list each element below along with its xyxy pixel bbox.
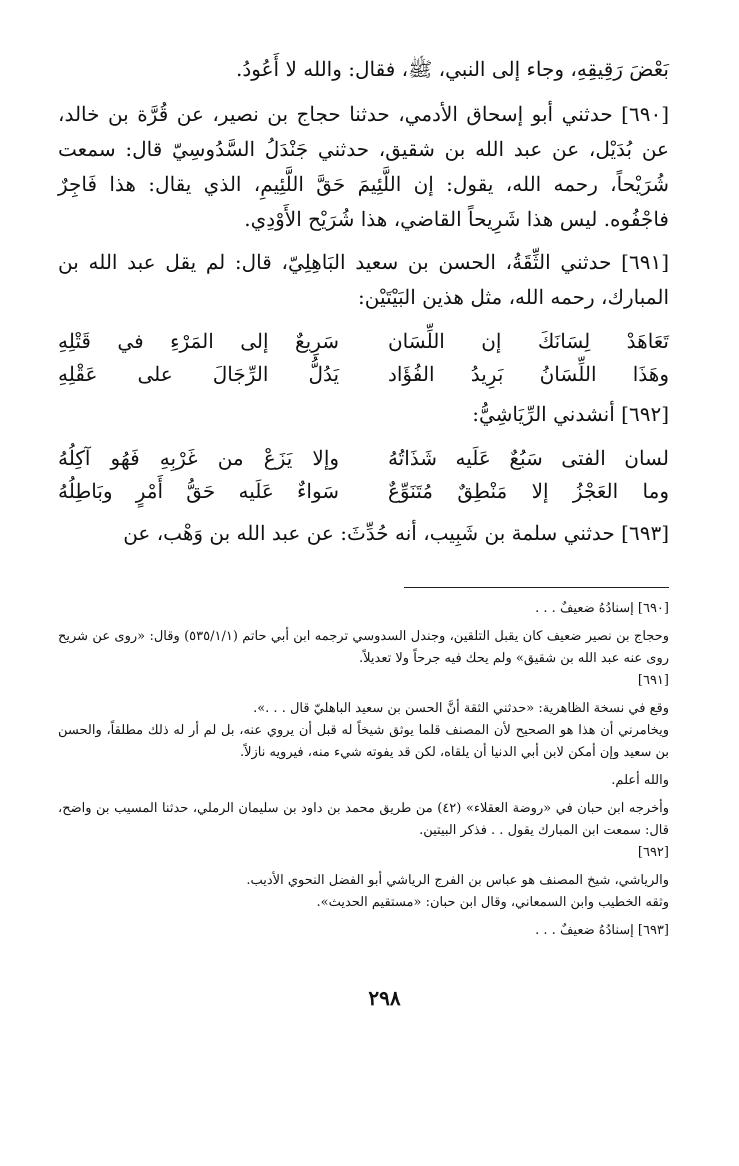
page-number: ٢٩٨ — [368, 986, 401, 1010]
poem-692 — [58, 442, 669, 508]
footnote-line: [٦٩٠] إسنادُهُ ضعيفٌ . . . — [535, 601, 669, 616]
paragraph-continued: بَعْضَ رَقِيقِهِ، وجاء إلى النبي، ﷺ، فقال: والله لا أَعُودُ. — [236, 57, 669, 81]
paragraph-693: [٦٩٣] حدثني سلمة بن شَبِيب، أنه حُدِّثَ: عن عبد الله بن وَهْب، عن — [123, 521, 669, 545]
verse-second-hemistich: يَدُلُّ الرِّجَالَ على عَقْلِهِ — [58, 362, 340, 386]
page-body — [58, 52, 669, 942]
footnote-separator — [404, 587, 669, 588]
footnotes — [58, 598, 669, 942]
footnote-line: [٦٩٢] — [637, 845, 669, 860]
footnote-line: [٦٩١] — [637, 673, 669, 688]
paragraph-691: [٦٩١] حدثني الثِّقَةُ، الحسن بن سعيد البَاهِلِيّ، قال: لم يقل عبد الله بن المبارك، رحمه الله، مثل هذين البَيْتَيْن: — [58, 250, 669, 309]
poem-691 — [58, 325, 669, 391]
verse-first-hemistich: تَعَاهَدْ لِسَانَكَ إن اللِّسَان — [387, 329, 669, 353]
verse-second-hemistich: سَرِيعٌ إلى المَرْءِ في قَتْلِهِ — [58, 329, 340, 353]
verse-line — [58, 358, 669, 391]
footnote-line: ويخامرني أن هذا هو الصحيح لأن المصنف قلما يوثق شيخاً له قبل أن يروي عنه، بل لم أر له ذلك مطلقاً، والحسن بن سعيد وإن أمكن لابن أبي الدنيا أن يلقاه، لكن قد يفوته شيء منه، فيرويه نازلاً. — [58, 723, 669, 760]
verse-line — [58, 442, 669, 475]
verse-first-hemistich: وهَذَا اللِّسَانُ بَرِيدُ الفُؤَاد — [387, 362, 669, 386]
footnote-line: وثقه الخطيب وابن السمعاني، وقال ابن حبان: «مستقيم الحديث». — [316, 895, 669, 910]
footnote-line: والله أعلم. — [611, 773, 669, 788]
footnote-line: وحجاج بن نصير ضعيف كان يقبل التلقين، وجندل السدوسي ترجمه ابن أبي حاتم (٥٣٥/١/١) وقال: «روى عن شريح روى عنه عبد الله بن شقيق» ولم يحك فيه جرحاً ولا تعديلاً. — [58, 629, 669, 666]
footnote-line: [٦٩٣] إسنادُهُ ضعيفٌ . . . — [535, 923, 669, 938]
verse-second-hemistich: سَواءٌ عَلَيه حَقُّ أَمْرٍ وبَاطِلُهُ — [58, 479, 340, 503]
footnote-line: وأخرجه ابن حبان في «روضة العقلاء» (٤٢) من طريق محمد بن داود بن سليمان الرملي، حدثنا المسيب بن واضح، قال: سمعت ابن المبارك يقول . . فذكر البيتين. — [58, 801, 670, 838]
verse-first-hemistich: لسان الفتى سَبُعٌ عَلَيه شَذَاتُهُ — [387, 446, 669, 470]
paragraph-690: [٦٩٠] حدثني أبو إسحاق الأدمي، حدثنا حجاج بن نصير، عن قُرَّة بن خالد، عن بُدَيْل، عن عبد الله بن شقيق، حدثني جَنْدَلُ السَّدُوسِيّ قال: سمعت شُرَيْحاً، رحمه الله، يقول: إن اللَّئِيمَ حَقَّ اللَّئِيمِ، الذي يقال: هذا فَاجِرٌ فاجْفُوه. ليس هذا شَرِيحاً القاضي، هذا شُرَيْح الأَوْدِي. — [58, 102, 669, 231]
verse-first-hemistich: وما العَجْزُ إلا مَنْطِقٌ مُتَنَوِّعٌ — [387, 479, 669, 503]
verse-line — [58, 325, 669, 358]
footnote-line: والرياشي، شيخ المصنف هو عباس بن الفرج الرياشي أبو الفضل النحوي الأديب. — [246, 873, 669, 888]
verse-second-hemistich: وإلا يَزَعْ من غَرْبِهِ فَهُو آكِلُهُ — [58, 446, 340, 470]
verse-line — [58, 475, 669, 508]
paragraph-692: [٦٩٢] أنشدني الرِّيَاشِيُّ: — [472, 402, 669, 426]
footnote-line: وقع في نسخة الظاهرية: «حدثني الثقة أنَّ الحسن بن سعيد الباهليّ قال . . .». — [253, 701, 669, 716]
